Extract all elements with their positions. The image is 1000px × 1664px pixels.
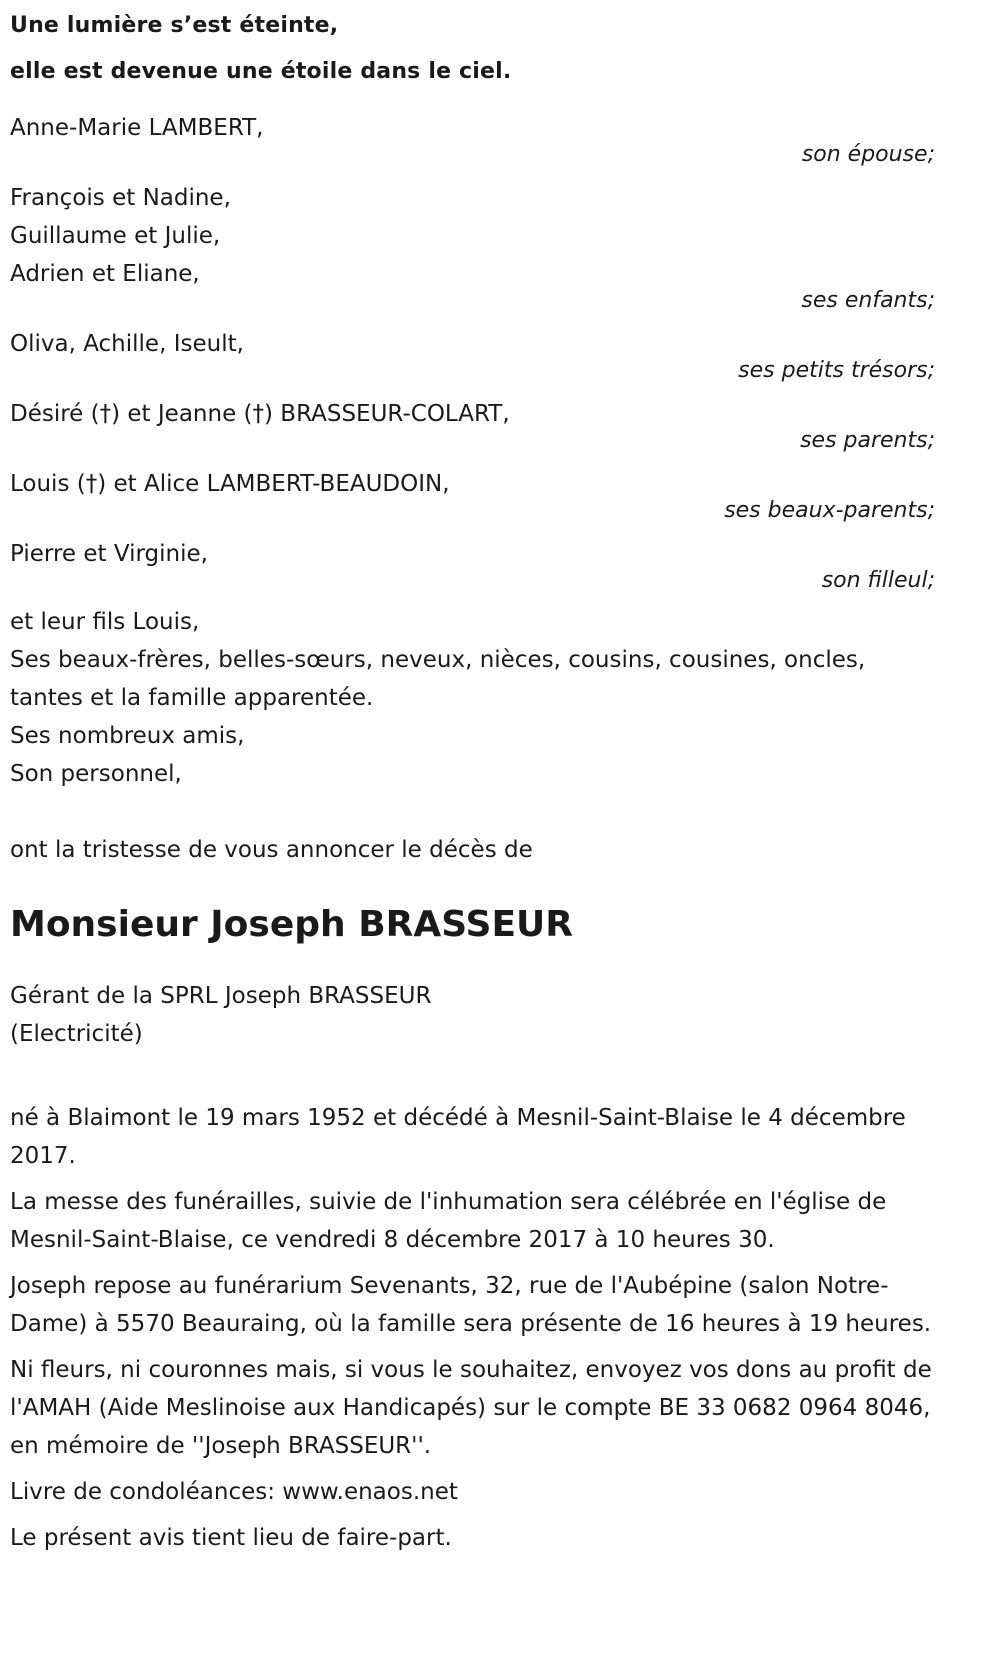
other-relatives-line: Son personnel,	[10, 761, 182, 787]
family-name-line: Pierre et Virginie,	[10, 541, 208, 567]
opening-quote-line-1: Une lumière s’est éteinte,	[10, 13, 339, 38]
family-relation: ses enfants;	[801, 288, 935, 313]
opening-quote	[10, 3, 935, 95]
family-relation: ses beaux-parents;	[724, 498, 935, 523]
family-name-line: François et Nadine,	[10, 185, 231, 211]
other-relatives-line: Ses nombreux amis,	[10, 723, 245, 749]
family-name-line: Guillaume et Julie,	[10, 223, 221, 249]
family-group	[10, 109, 935, 165]
condolences-paragraph: Livre de condoléances: www.enaos.net	[10, 1479, 458, 1505]
deceased-name: Monsieur Joseph BRASSEUR	[10, 904, 573, 945]
funerarium-paragraph: Joseph repose au funérarium Sevenants, 32, rue de l'Aubépine (salon Notre-Dame) à 5570 Beauraing, où la famille sera présente de 16 heures à 19 heures.	[10, 1273, 932, 1337]
family-name-line: Oliva, Achille, Iseult,	[10, 331, 244, 357]
birth-death-paragraph: né à Blaimont le 19 mars 1952 et décédé à Mesnil-Saint-Blaise le 4 décembre 2017.	[10, 1105, 906, 1169]
family-name-line: Adrien et Eliane,	[10, 261, 200, 287]
family-group	[10, 535, 935, 591]
notice-paragraph: Le présent avis tient lieu de faire-part.	[10, 1525, 452, 1551]
family-list	[10, 109, 935, 591]
family-group	[10, 395, 935, 451]
family-relation: ses parents;	[800, 428, 935, 453]
family-group	[10, 325, 935, 381]
funeral-details	[10, 1099, 935, 1557]
other-relatives	[10, 603, 935, 793]
family-group	[10, 179, 935, 311]
announcement-text: ont la tristesse de vous annoncer le décès de	[10, 837, 533, 863]
family-name-line: Louis (†) et Alice LAMBERT-BEAUDOIN,	[10, 471, 450, 497]
opening-quote-line-2: elle est devenue une étoile dans le ciel.	[10, 59, 512, 84]
other-relatives-line: et leur fils Louis,	[10, 609, 200, 635]
family-relation: son filleul;	[821, 568, 935, 593]
donations-paragraph: Ni fleurs, ni couronnes mais, si vous le souhaitez, envoyez vos dons au profit de l'AMAH (Aide Meslinoise aux Handicapés) sur le compte BE 33 0682 0964 8046, en mémoire de ''Joseph BRASSEUR''.	[10, 1357, 932, 1459]
deceased-function-line: (Electricité)	[10, 1021, 143, 1047]
deceased-function-line: Gérant de la SPRL Joseph BRASSEUR	[10, 983, 432, 1009]
obituary-notice	[10, 0, 935, 1565]
family-group	[10, 465, 935, 521]
family-name-line: Désiré (†) et Jeanne (†) BRASSEUR-COLART,	[10, 401, 510, 427]
deceased-function	[10, 977, 935, 1053]
mass-paragraph: La messe des funérailles, suivie de l'inhumation sera célébrée en l'église de Mesnil-Saint-Blaise, ce vendredi 8 décembre 2017 à 10 heures 30.	[10, 1189, 887, 1253]
other-relatives-line: Ses beaux-frères, belles-sœurs, neveux, nièces, cousins, cousines, oncles, tantes et la famille apparentée.	[10, 647, 866, 711]
family-relation: ses petits trésors;	[738, 358, 935, 383]
family-name-line: Anne-Marie LAMBERT,	[10, 115, 264, 141]
family-relation: son épouse;	[801, 142, 935, 167]
